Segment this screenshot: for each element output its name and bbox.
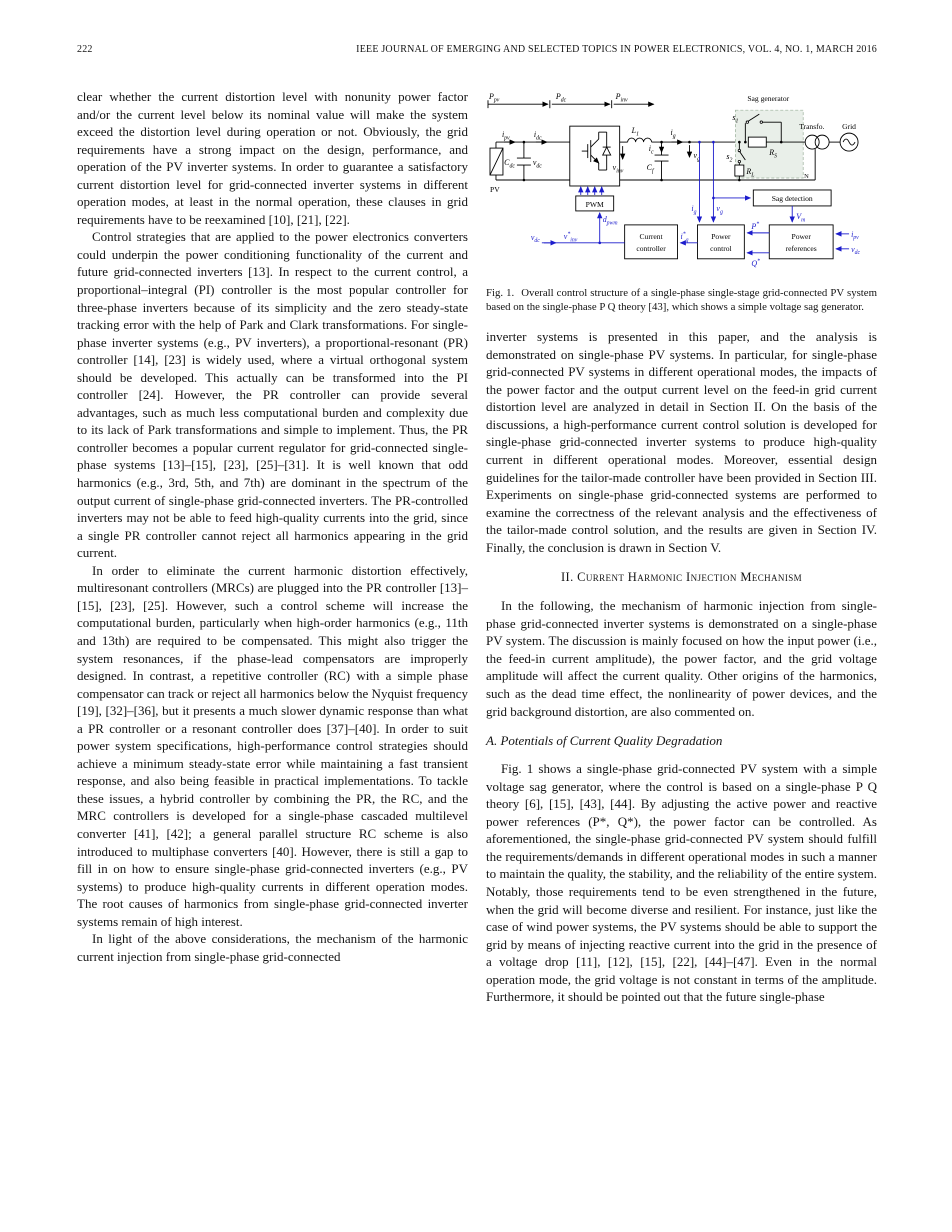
paragraph: In order to eliminate the current harmonic distortion effectively, multiresonant controllers (MRCs) are plugged into the PR controller [13]–[15], [23], [25]. However, such a control scheme will increase the computational burden, particularly when high-order harmonics (e.g., 11th and 13th) are required to be compensated. This might also trigger the system resonances, if the phase-lead compensators are improperly designed. In contrast, a repetitive controller (RC) with a simple phase compensator can track or reject all harmonics below the Nyquist frequency [19], [32]–[36], but it presents a much slower dynamic response than what a PR controller or a resonant controller does [37]–[40]. In order to suit power system specifications, high-performance control strategies should achieve a minimum steady-state error while maintaining a fast transient response, and also being feasible in practical implementations. To tackle these issues, a hybrid controller by combining the PR, the RC, and the MRC controllers is developed for a single-phase cascaded multilevel converter [41], [42]; a general parallel structure RC scheme is also introduced to multiphase converters [40]. However, there is still a gap to fill in on how to ensure single-phase grid-connected inverters (e.g., PV systems) to produce high-quality currents in different operation modes. The root causes of harmonics from single-phase grid-connected inverter systems remain of high interest. [77, 562, 468, 929]
label-grid: Grid [842, 122, 856, 132]
running-header [77, 44, 877, 55]
label-sag-detection: Sag detection [771, 193, 813, 203]
right-column [486, 88, 877, 1006]
label-power-control-2: control [710, 243, 732, 253]
label-ipv-current: $i_{pv}$ [501, 130, 510, 142]
label-ig: $i_g$ [670, 128, 676, 140]
figure-caption-label: Fig. 1. [486, 287, 515, 299]
journal-title: IEEE JOURNAL OF EMERGING AND SELECTED TOPICS IN POWER ELECTRONICS, VOL. 4, NO. 1, MARCH 2016 [356, 44, 877, 55]
label-ig-signal: $i_g$ [691, 203, 697, 216]
label-pwm: PWM [585, 199, 604, 209]
figure-caption-text: Overall control structure of a single-phase single-stage grid-connected PV system based on the single-phase P Q theory [43], which shows a simple voltage sag generator. [486, 287, 877, 313]
dc-link [496, 130, 570, 181]
pwm-block [576, 187, 618, 226]
paragraph: Fig. 1 shows a single-phase grid-connected PV system with a simple voltage sag generator, where the control is based on a single-phase P Q theory [6], [15], [43], [44]. By adjusting the active power and reactive power references (P*, Q*), the power factor can be controlled. As aforementioned, the single-phase grid-connected PV system should fulfill the requirements/demands in different operational modes in such a manner to maintain the quality, the stability, and the reliability of the entire system. Notably, those requirements tend to be even strengthened in the future, when the grid will become diverse and resilient. For instance, just like the case of wind power systems, the PV systems should be able to support the grid by means of injecting reactive current into the grid in the presence of a voltage drop [11], [12], [15], [22], [44]–[47]. Even in the normal operation mode, the grid voltage is not constant in terms of the amplitude. Furthermore, it should be pointed out that the future single-phase [486, 761, 877, 1005]
label-cdc: $C_{dc}$ [504, 158, 515, 170]
label-s2: $s_2$ [726, 152, 733, 164]
label-ig-ref: $i^*_g$ [680, 231, 689, 244]
label-cf: $C_f$ [646, 163, 654, 175]
label-power-control-1: Power [711, 231, 731, 241]
figure-caption [486, 287, 877, 314]
label-current-controller-2: controller [636, 243, 666, 253]
paragraph: In the following, the mechanism of harmonic injection from single-phase grid-connected inverter systems is demonstrated on a single-phase PV system. The discussion is mainly focused on how the input power (i.e., the feed-in current amplitude), the power factor, and the grid voltage amplitude will affect the current quality. Other origins of the harmonics, such as the dead time effect, the nonlinearity of power devices, and the grid background distortion, are also commented on. [486, 598, 877, 719]
paragraph: Control strategies that are applied to the power electronics converters could underpin the power conditioning functionality of the current and future grid-connected inverters [13]. In respect to the current control, a proportional–integral (PI) controller is the most popular controller for three-phase inverters because of its simplicity and the zero steady-state tracking error with the help of Park and Clark transformations. For single-phase inverter systems (e.g., PV inverters), a proportional-resonant (PR) controller [14], [23] is widely used, where a virtual orthogonal system should be developed. This actually can be transformed into the PI controller [24]. However, the PR controller can provide several advantages, such as much less computational burden and complexity due to its lack of Park transformations and simple to implement. Thus, the PR controller becomes a popular current regulator for grid-connected single-phase systems [13]–[15], [23], [25]–[31]. It is well known that odd harmonics (e.g., 3rd, 5th, and 7th) are dominant in the spectrum of the output current of single-phase grid-connected inverters. The PR-controlled inverters may not be able to feed high-quality currents into the grid, since a single PR controller cannot reject all harmonics appearing in the grid current. [77, 229, 468, 561]
circuit-diagram [486, 88, 877, 274]
label-ppv: $P_{pv}$ [488, 92, 500, 104]
label-sag-generator: Sag generator [747, 94, 790, 104]
label-vdc: $v_{dc}$ [532, 158, 542, 170]
sag-generator [726, 94, 805, 181]
inverter-block [570, 126, 620, 186]
label-rs: $R_S$ [769, 148, 778, 160]
label-q-ref: Q* [751, 258, 760, 268]
paragraph: clear whether the current distortion level with nonunity power factor and/or the current level below its nominal value will make the system exceed the distortion level during operation or not. Obviously, the grid requirements have a strong impact on the design, performance, and operation of the PV inverter systems. In order to guarantee a satisfactory current distortion level for grid-connected inverter systems in different operation modes, at least in the normal operation, these clauses in grid requirements have to be reexamined [10], [21], [22]. [77, 89, 468, 227]
label-vm: $V_m$ [796, 211, 806, 224]
label-rl: $R_L$ [746, 167, 755, 179]
label-pinv: $P_{inv}$ [615, 92, 628, 104]
paragraph: In light of the above considerations, the mechanism of the harmonic current injection from single-phase grid-connected [77, 931, 468, 964]
label-idc: $i_{dc}$ [533, 130, 542, 142]
label-transformer: Transfo. [799, 122, 825, 132]
label-vg: $v_g$ [693, 151, 700, 163]
label-l1: $L_1$ [631, 126, 639, 138]
controller-blocks [625, 190, 833, 259]
label-vg-signal: $v_g$ [716, 203, 723, 216]
pv-source [490, 142, 503, 194]
label-power-references-1: Power [791, 231, 811, 241]
section-heading: II. Current Harmonic Injection Mechanism [560, 570, 803, 585]
label-pv: PV [489, 184, 500, 194]
label-ipv-input: $i_{pv}$ [851, 229, 859, 242]
label-s1: $s_1$ [732, 113, 739, 125]
label-current-controller-1: Current [639, 231, 663, 241]
page-number: 222 [77, 44, 93, 55]
label-vinv: $v_{inv}$ [612, 163, 624, 175]
label-neutral: N [804, 173, 809, 181]
label-vinv-ref: $v^*_{inv}$ [563, 231, 578, 244]
label-pdc: $P_{dc}$ [555, 92, 567, 104]
label-dpwm: $d_{pwm}$ [602, 214, 618, 227]
transformer-grid [799, 122, 858, 180]
power-flow-arrows [488, 92, 654, 108]
label-vdc-feedback: $v_{dc}$ [530, 232, 540, 245]
left-column [77, 88, 468, 1006]
two-column-body [77, 88, 877, 1006]
paragraph: inverter systems is presented in this paper, and the analysis is demonstrated on single-phase PV systems. In particular, for single-phase grid-connected PV systems in different operational modes, the impacts of the power factor and the output current level on the feed-in grid current distortion level are analyzed in detail in Section II. On the basis of the discussions, a high-performance current control solution is developed for single-phase grid-connected inverter systems to produce high-quality current in different operational modes. Moreover, essential design guidelines for the tailor-made controller have been provided in Section III. Experiments on single-phase grid-connected systems are performed to examine the correctness of the relevant analysis and the effectiveness of the tailor-made control solution, and the results are given in Section IV. Finally, the conclusion is drawn in Section V. [486, 329, 877, 555]
label-vdc-input: $v_{dc}$ [851, 244, 861, 257]
label-power-references-2: references [785, 243, 817, 253]
label-ic: $i_c$ [648, 144, 654, 156]
figure-1 [486, 88, 877, 314]
subsection-heading: A. Potentials of Current Quality Degradation [486, 733, 723, 749]
label-p-ref: P* [751, 221, 760, 231]
